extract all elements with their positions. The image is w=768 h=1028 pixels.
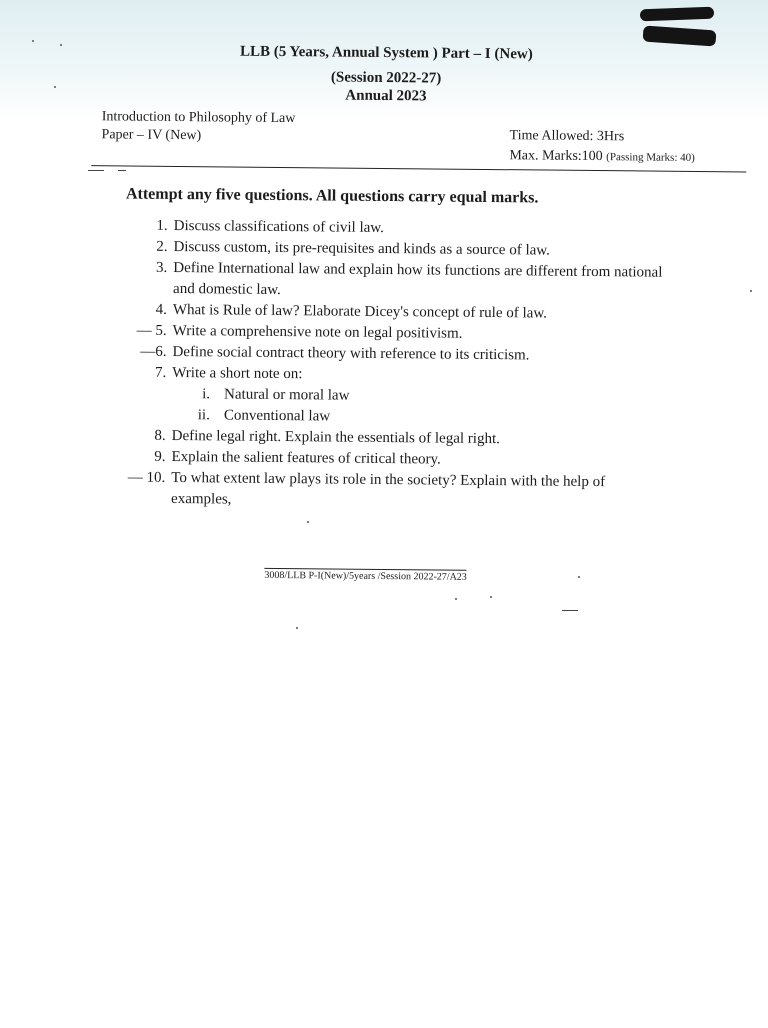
question-text: Write a comprehensive note on legal positivism.	[172, 322, 463, 342]
question-text: To what extent law plays its role in the society? Explain with the help of examples,	[171, 469, 606, 508]
scan-speck	[307, 521, 309, 523]
scan-speck	[490, 596, 492, 598]
scan-mark	[88, 170, 104, 171]
question-number: — 5.	[136, 322, 167, 339]
marks-info	[509, 148, 695, 166]
question-text: What is Rule of law? Elaborate Dicey's concept of rule of law.	[172, 301, 548, 322]
max-marks: Max. Marks:100	[509, 148, 603, 165]
question-number: 4.	[155, 301, 167, 318]
question-number: 1.	[156, 217, 168, 234]
subquestion-number: i.	[202, 386, 211, 403]
passing-marks: (Passing Marks: 40)	[606, 151, 695, 164]
question-number: — 10.	[127, 469, 166, 486]
scan-speck	[32, 40, 34, 42]
question-number: 7.	[154, 364, 167, 381]
paper-number: Paper – IV (New)	[101, 127, 202, 144]
exam-title: LLB (5 Years, Annual System ) Part – I (New)	[239, 43, 533, 63]
scan-speck	[750, 290, 752, 292]
exam-year: Annual 2023	[345, 87, 427, 105]
question-number: 2.	[156, 238, 168, 255]
subquestion-number: ii.	[197, 407, 210, 424]
subject-title: Introduction to Philosophy of Law	[101, 109, 296, 127]
question-text: Define International law and explain how its functions are different from national and domestic law.	[173, 259, 663, 299]
subquestion-text: Natural or moral law	[224, 386, 350, 404]
time-allowed: Time Allowed: 3Hrs	[509, 128, 625, 145]
scan-speck	[578, 576, 580, 578]
question-list	[123, 216, 666, 515]
question-text: Explain the salient features of critical theory.	[171, 448, 441, 468]
question-text: Discuss classifications of civil law.	[173, 217, 385, 236]
exam-session: (Session 2022-27)	[330, 69, 442, 87]
question-item	[123, 468, 663, 515]
paper-code-footer: 3008/LLB P-I(New)/5years /Session 2022-27/A23	[264, 569, 467, 583]
scan-speck	[54, 86, 56, 88]
question-text: Write a short note on:	[172, 364, 303, 383]
subquestion-text: Conventional law	[223, 407, 331, 425]
question-number: 8.	[154, 427, 166, 444]
question-number: 9.	[154, 448, 166, 465]
question-number: —6.	[140, 343, 167, 360]
instructions: Attempt any five questions. All questions carry equal marks.	[125, 185, 539, 207]
scan-mark	[118, 170, 126, 171]
scan-speck	[296, 627, 298, 629]
question-text: Discuss custom, its pre-requisites and kinds as a source of law.	[173, 238, 551, 259]
scan-speck	[60, 44, 62, 46]
header-divider	[91, 165, 746, 172]
question-number: 3.	[155, 259, 168, 276]
scan-mark	[562, 610, 578, 611]
scan-speck	[455, 598, 457, 600]
question-item	[125, 258, 665, 305]
question-text: Define social contract theory with reference to its criticism.	[172, 343, 530, 364]
question-text: Define legal right. Explain the essentials of legal right.	[171, 427, 500, 448]
